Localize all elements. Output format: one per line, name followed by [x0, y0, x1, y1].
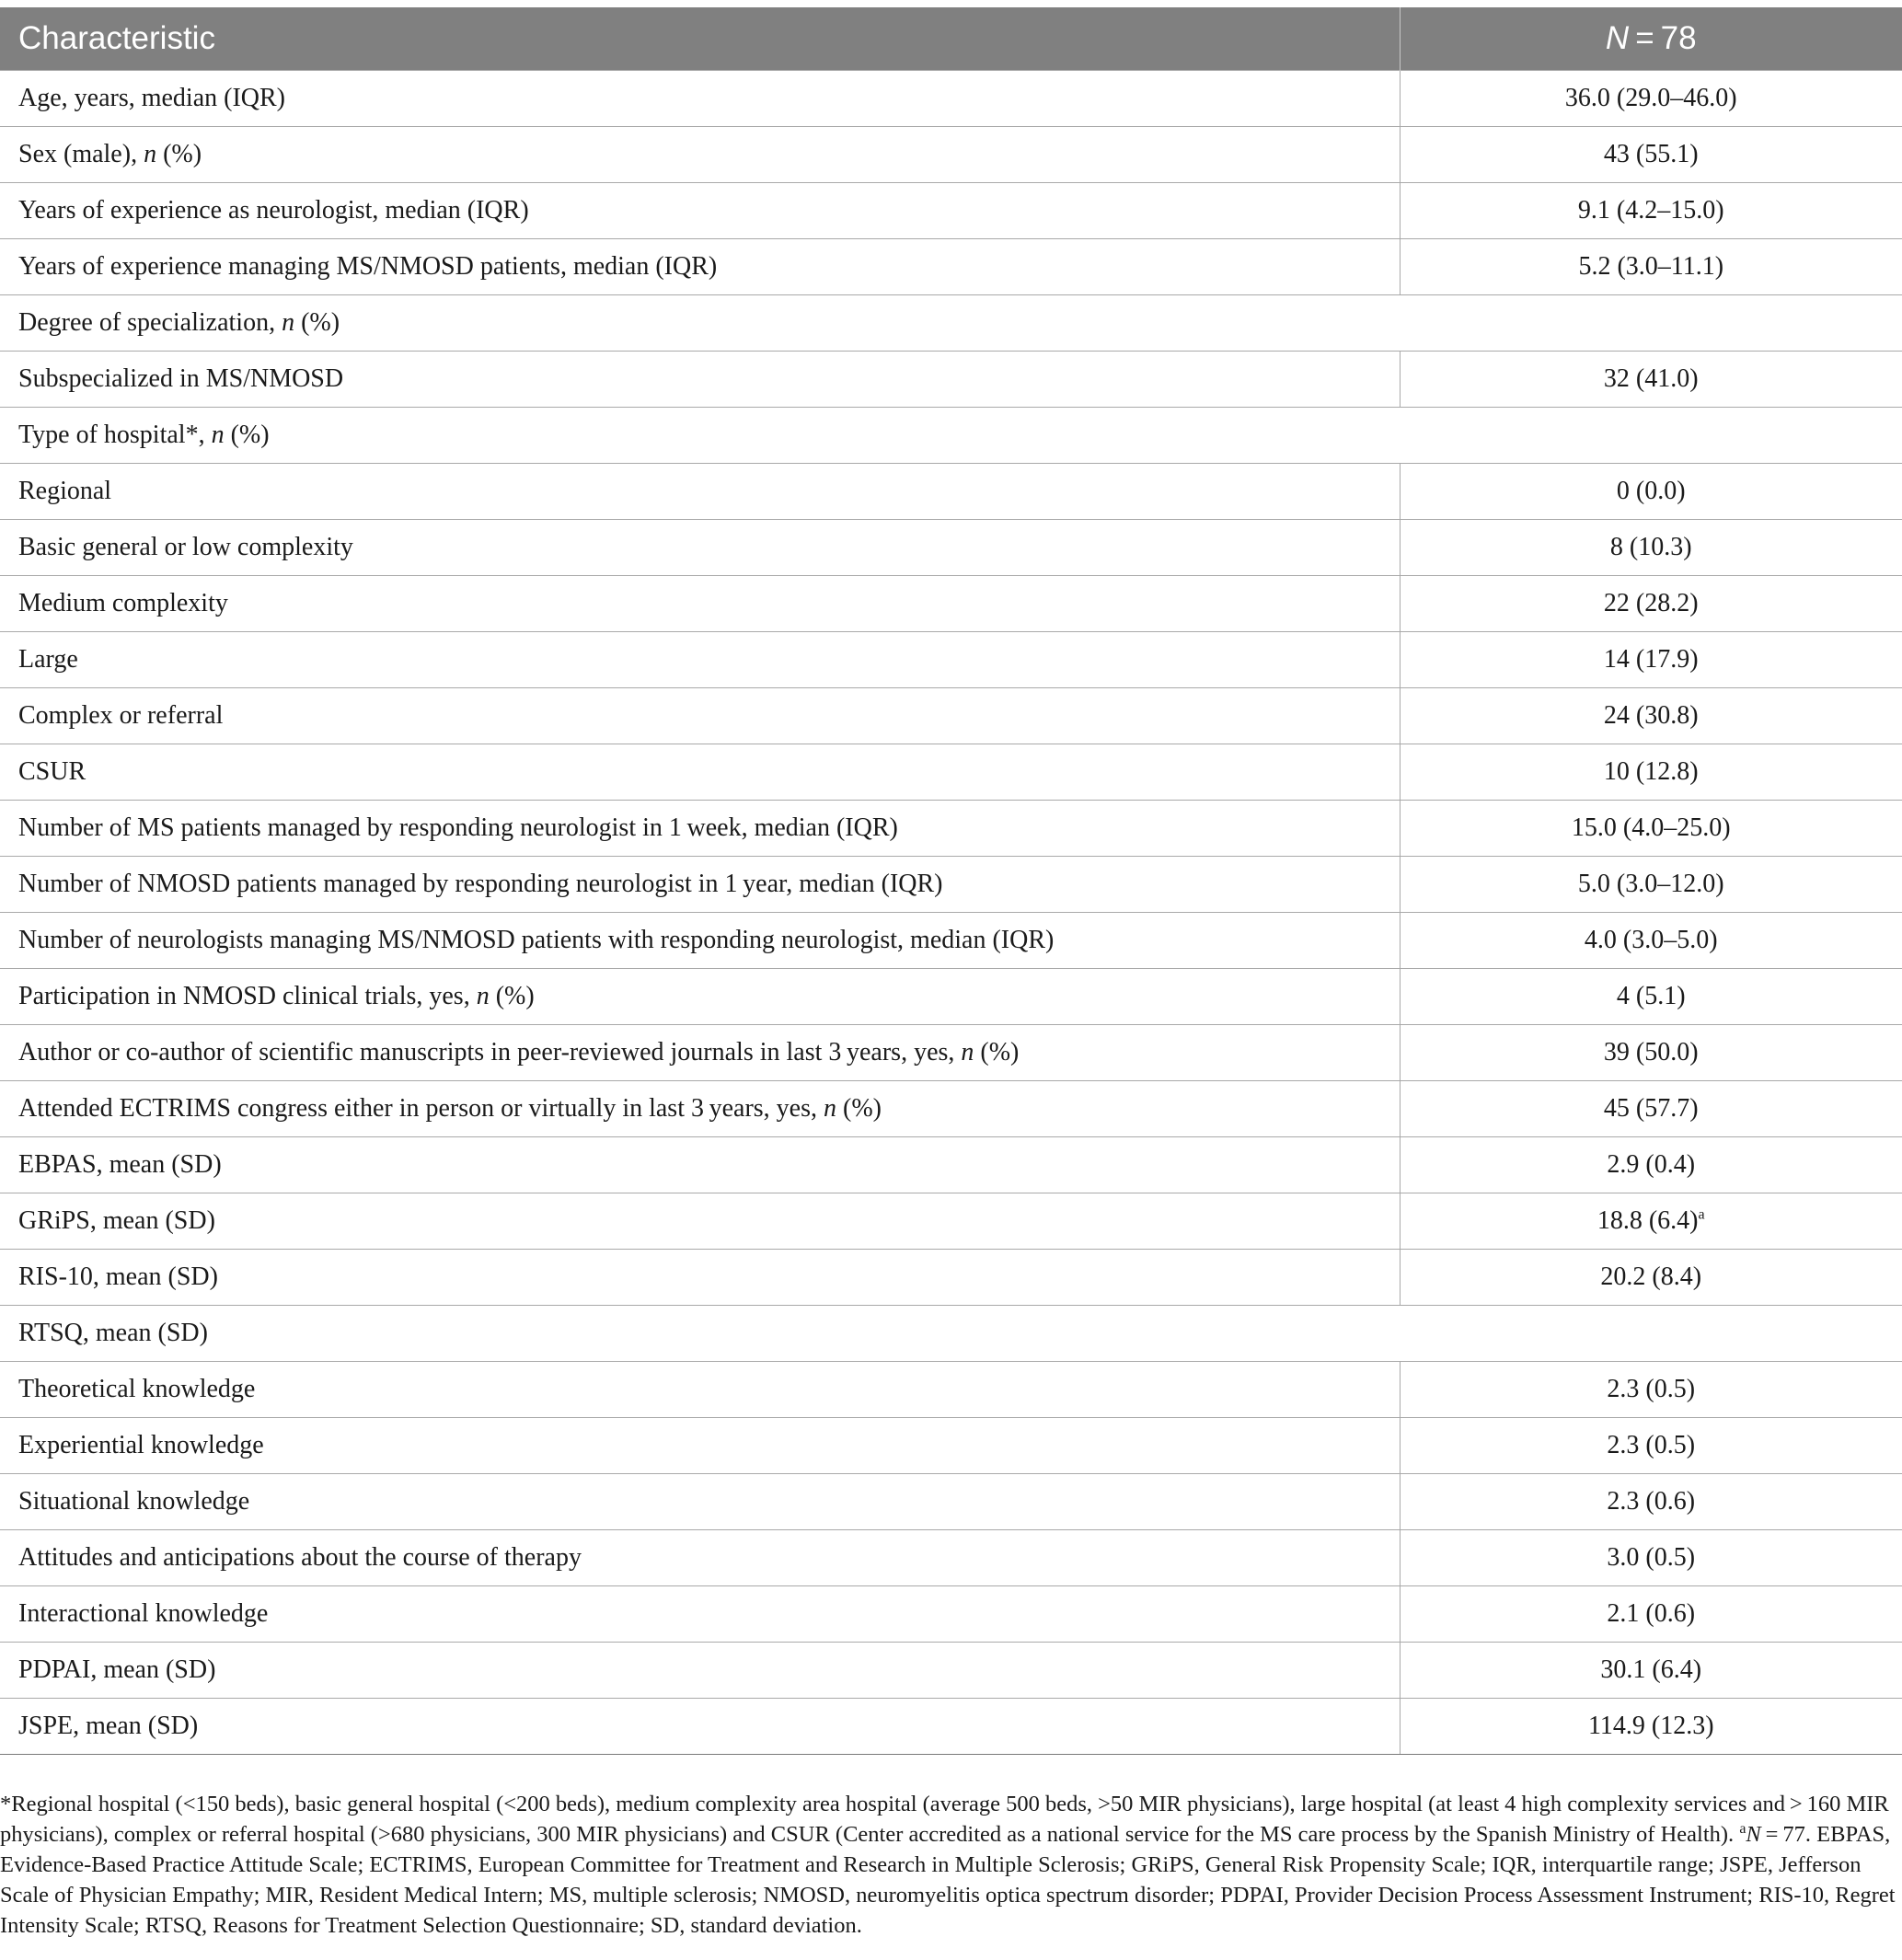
row-value [1400, 576, 1902, 632]
row-value [1400, 1081, 1902, 1137]
row-value [1400, 127, 1902, 183]
footnote-n-label: N [1746, 1822, 1761, 1847]
table-row [0, 71, 1902, 127]
table-row [0, 1025, 1902, 1081]
row-value [1400, 632, 1902, 688]
row-section-label: Type of hospital*, n (%) [0, 408, 1902, 464]
row-value [1400, 71, 1902, 127]
row-value [1400, 1643, 1902, 1699]
row-label: Interactional knowledge [0, 1586, 1400, 1643]
row-value [1400, 1362, 1902, 1418]
row-label: RIS-10, mean (SD) [0, 1250, 1400, 1306]
row-value [1400, 744, 1902, 801]
row-value-text: 18.8 (6.4) [1597, 1206, 1699, 1235]
row-value-text: 22 (28.2) [1603, 589, 1699, 617]
table-row [0, 857, 1902, 913]
row-value-text: 5.2 (3.0–11.1) [1578, 252, 1724, 281]
value-superscript: a [1698, 1206, 1705, 1223]
row-label: Medium complexity [0, 576, 1400, 632]
table-row [0, 520, 1902, 576]
row-value-text: 2.9 (0.4) [1607, 1150, 1696, 1179]
row-value [1400, 464, 1902, 520]
row-value-text: 15.0 (4.0–25.0) [1571, 813, 1731, 842]
row-value [1400, 183, 1902, 239]
table-row [0, 239, 1902, 295]
table-row [0, 1362, 1902, 1418]
row-label: Theoretical knowledge [0, 1362, 1400, 1418]
table-row [0, 576, 1902, 632]
header-n: N = 78 [1400, 7, 1902, 71]
row-value-text: 9.1 (4.2–15.0) [1577, 196, 1724, 225]
row-value [1400, 1530, 1902, 1586]
table-row [0, 295, 1902, 352]
characteristics-table-container [0, 7, 1902, 1755]
table-row [0, 1474, 1902, 1530]
row-label: Age, years, median (IQR) [0, 71, 1400, 127]
table-row [0, 352, 1902, 408]
table-row [0, 183, 1902, 239]
table-row [0, 913, 1902, 969]
row-value-text: 5.0 (3.0–12.0) [1577, 870, 1724, 898]
row-label: EBPAS, mean (SD) [0, 1137, 1400, 1193]
row-value-text: 14 (17.9) [1603, 645, 1699, 674]
header-characteristic: Characteristic [0, 7, 1400, 71]
row-value [1400, 688, 1902, 744]
table-row [0, 1193, 1902, 1250]
row-value-text: 3.0 (0.5) [1607, 1543, 1696, 1572]
row-label: Complex or referral [0, 688, 1400, 744]
row-value-text: 4 (5.1) [1616, 982, 1686, 1010]
table-row [0, 1081, 1902, 1137]
table-row [0, 1699, 1902, 1755]
characteristics-table [0, 7, 1902, 1755]
row-value-text: 2.3 (0.6) [1607, 1487, 1696, 1516]
row-value [1400, 1586, 1902, 1643]
row-value-text: 43 (55.1) [1603, 140, 1699, 168]
row-label: Number of MS patients managed by responding neurologist in 1 week, median (IQR) [0, 801, 1400, 857]
row-value-text: 36.0 (29.0–46.0) [1564, 84, 1737, 112]
table-row [0, 1418, 1902, 1474]
row-value-text: 20.2 (8.4) [1600, 1262, 1702, 1291]
table-row [0, 1643, 1902, 1699]
row-label: Sex (male), n (%) [0, 127, 1400, 183]
table-row [0, 1586, 1902, 1643]
row-value-text: 32 (41.0) [1603, 364, 1699, 393]
row-label: Number of NMOSD patients managed by responding neurologist in 1 year, median (IQR) [0, 857, 1400, 913]
table-row [0, 127, 1902, 183]
row-value-text: 4.0 (3.0–5.0) [1584, 926, 1718, 954]
row-value-text: 24 (30.8) [1603, 701, 1699, 730]
table-row [0, 969, 1902, 1025]
table-row [0, 1306, 1902, 1362]
table-footnote [0, 1789, 1896, 1941]
row-label: Attended ECTRIMS congress either in person or virtually in last 3 years, yes, n (%) [0, 1081, 1400, 1137]
table-row [0, 744, 1902, 801]
row-value-text: 39 (50.0) [1603, 1038, 1699, 1066]
row-label: Basic general or low complexity [0, 520, 1400, 576]
row-value-text: 2.3 (0.5) [1607, 1375, 1696, 1403]
row-value [1400, 520, 1902, 576]
row-value [1400, 857, 1902, 913]
row-label: Years of experience as neurologist, median (IQR) [0, 183, 1400, 239]
row-value [1400, 1137, 1902, 1193]
row-value [1400, 913, 1902, 969]
row-label: Participation in NMOSD clinical trials, yes, n (%) [0, 969, 1400, 1025]
row-value-text: 45 (57.7) [1603, 1094, 1699, 1123]
row-label: Situational knowledge [0, 1474, 1400, 1530]
row-label: JSPE, mean (SD) [0, 1699, 1400, 1755]
row-label: Large [0, 632, 1400, 688]
row-value [1400, 969, 1902, 1025]
row-section-label: RTSQ, mean (SD) [0, 1306, 1902, 1362]
row-label: CSUR [0, 744, 1400, 801]
table-row [0, 688, 1902, 744]
row-value-text: 30.1 (6.4) [1600, 1655, 1702, 1684]
table-row [0, 464, 1902, 520]
row-value [1400, 1193, 1902, 1250]
row-value-text: 2.3 (0.5) [1607, 1431, 1696, 1459]
row-label: Subspecialized in MS/NMOSD [0, 352, 1400, 408]
table-row [0, 632, 1902, 688]
table-row [0, 801, 1902, 857]
row-value [1400, 1699, 1902, 1755]
table-header-row [0, 7, 1902, 71]
table-row [0, 1250, 1902, 1306]
row-label: PDPAI, mean (SD) [0, 1643, 1400, 1699]
table-row [0, 1530, 1902, 1586]
row-value [1400, 1474, 1902, 1530]
row-label: Author or co-author of scientific manuscripts in peer-reviewed journals in last 3 years, yes, n (%) [0, 1025, 1400, 1081]
table-row [0, 408, 1902, 464]
footnote-part1: *Regional hospital (<150 beds), basic general hospital (<200 beds), medium complexity area hospital (average 500 beds, >50 MIR physicians), large hospital (at least 4 high complexity services and > 160 MIR physicians), complex or referral hospital (>680 physicians, 300 MIR physicians) and CSUR (Center accredited as a national service for the MS care process by the Spanish Ministry of Health). [0, 1792, 1889, 1847]
row-value [1400, 239, 1902, 295]
row-value-text: 114.9 (12.3) [1587, 1712, 1714, 1740]
row-label: Attitudes and anticipations about the course of therapy [0, 1530, 1400, 1586]
row-value-text: 2.1 (0.6) [1607, 1599, 1696, 1628]
footnote-superscript: a [1739, 1820, 1746, 1837]
row-value [1400, 1250, 1902, 1306]
footnote-part2: = 77. EBPAS, Evidence-Based Practice Attitude Scale; ECTRIMS, European Committee for Treatment and Research in Multiple Sclerosis; GRiPS, General Risk Propensity Scale; IQR, interquartile range; JSPE, Jefferson Scale of Physician Empathy; MIR, Resident Medical Intern; MS, multiple sclerosis; NMOSD, neuromyelitis optica spectrum disorder; PDPAI, Provider Decision Process Assessment Instrument; RIS-10, Regret Intensity Scale; RTSQ, Reasons for Treatment Selection Questionnaire; SD, standard deviation. [0, 1822, 1896, 1938]
row-value [1400, 352, 1902, 408]
row-value [1400, 1025, 1902, 1081]
row-label: Regional [0, 464, 1400, 520]
row-value-text: 10 (12.8) [1603, 757, 1699, 786]
row-section-label: Degree of specialization, n (%) [0, 295, 1902, 352]
table-body [0, 71, 1902, 1755]
row-label: Number of neurologists managing MS/NMOSD patients with responding neurologist, median (IQR) [0, 913, 1400, 969]
row-label: Years of experience managing MS/NMOSD patients, median (IQR) [0, 239, 1400, 295]
row-value-text: 8 (10.3) [1609, 533, 1692, 561]
row-label: GRiPS, mean (SD) [0, 1193, 1400, 1250]
row-value-text: 0 (0.0) [1616, 477, 1686, 505]
row-label: Experiential knowledge [0, 1418, 1400, 1474]
table-row [0, 1137, 1902, 1193]
row-value [1400, 1418, 1902, 1474]
row-value [1400, 801, 1902, 857]
